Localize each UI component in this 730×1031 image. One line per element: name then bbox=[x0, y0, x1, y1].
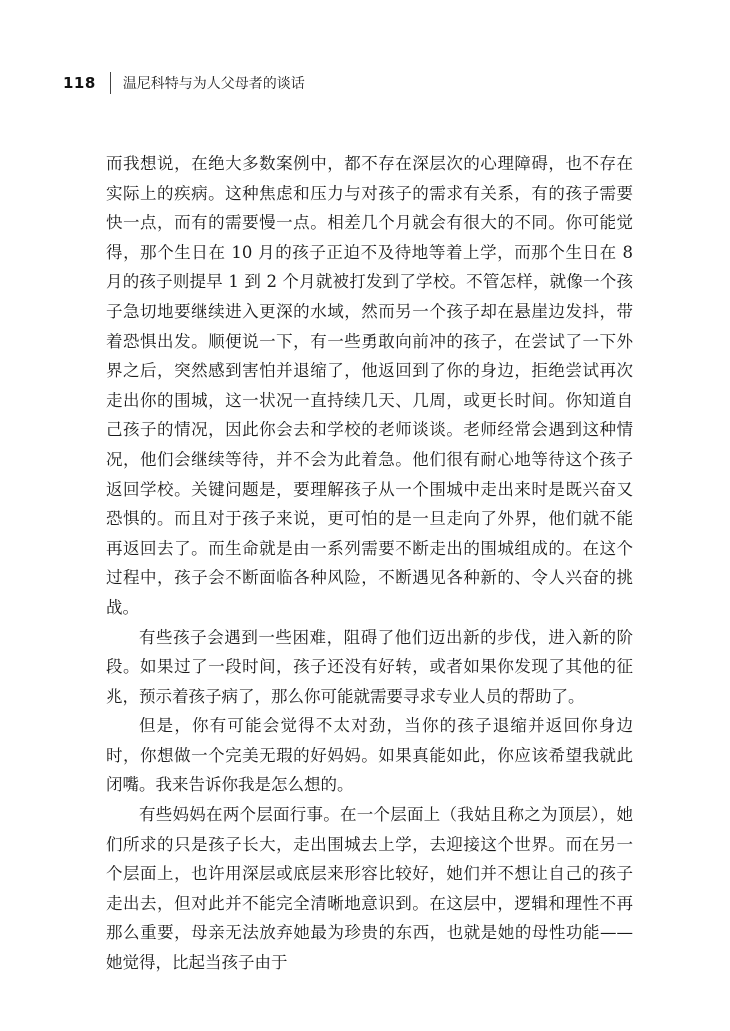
page-number: 118 bbox=[63, 74, 96, 92]
paragraph-2: 有些孩子会遇到一些困难，阻碍了他们迈出新的步伐，进入新的阶段。如果过了一段时间，孩子还没有好转，或者如果你发现了其他的征兆，预示着孩子病了，那么你可能就需要寻求专业人员的帮助了。 bbox=[106, 627, 633, 706]
running-head bbox=[63, 72, 305, 94]
body-text bbox=[106, 149, 633, 978]
paragraph-4: 有些妈妈在两个层面行事。在一个层面上（我姑且称之为顶层），她们所求的只是孩子长大，走出围城去上学，去迎接这个世界。而在另一个层面上，也许用深层或底层来形容比较好，她们并不想让自己的孩子走出去，但对此并不能完全清晰地意识到。在这层中，逻辑和理性不再那么重要，母亲无法放弃她最为珍贵的东西，也就是她的母性功能——她觉得，比起当孩子由于 bbox=[106, 805, 633, 973]
paragraph-1: 而我想说，在绝大多数案例中，都不存在深层次的心理障碍，也不存在实际上的疾病。这种焦虑和压力与对孩子的需求有关系，有的孩子需要快一点，而有的需要慢一点。相差几个月就会有很大的不同。你可能觉得，那个生日在 10 月的孩子正迫不及待地等着上学，而那个生日在 8 月的孩子则提早 1 到 2 个月就被打发到了学校。不管怎样，就像一个孩子急切地要继续进入更深的水域，然而另一个孩子却在悬崖边发抖，带着恐惧出发。顺便说一下，有一些勇敢向前冲的孩子，在尝试了一下外界之后，突然感到害怕并退缩了，他返回到了你的身边，拒绝尝试再次走出你的围城，这一状况一直持续几天、几周，或更长时间。你知道自己孩子的情况，因此你会去和学校的老师谈谈。老师经常会遇到这种情况，他们会继续等待，并不会为此着急。他们很有耐心地等待这个孩子返回学校。关键问题是，要理解孩子从一个围城中走出来时是既兴奋又恐惧的。而且对于孩子来说，更可怕的是一旦走向了外界，他们就不能再返回去了。而生命就是由一系列需要不断走出的围城组成的。在这个过程中，孩子会不断面临各种风险，不断遇见各种新的、令人兴奋的挑战。 bbox=[106, 154, 633, 617]
book-title: 温尼科特与为人父母者的谈话 bbox=[122, 76, 305, 92]
header-divider bbox=[110, 72, 111, 94]
paragraph-3: 但是，你有可能会觉得不太对劲，当你的孩子退缩并返回你身边时，你想做一个完美无瑕的好妈妈。如果真能如此，你应该希望我就此闭嘴。我来告诉你我是怎么想的。 bbox=[106, 716, 633, 795]
